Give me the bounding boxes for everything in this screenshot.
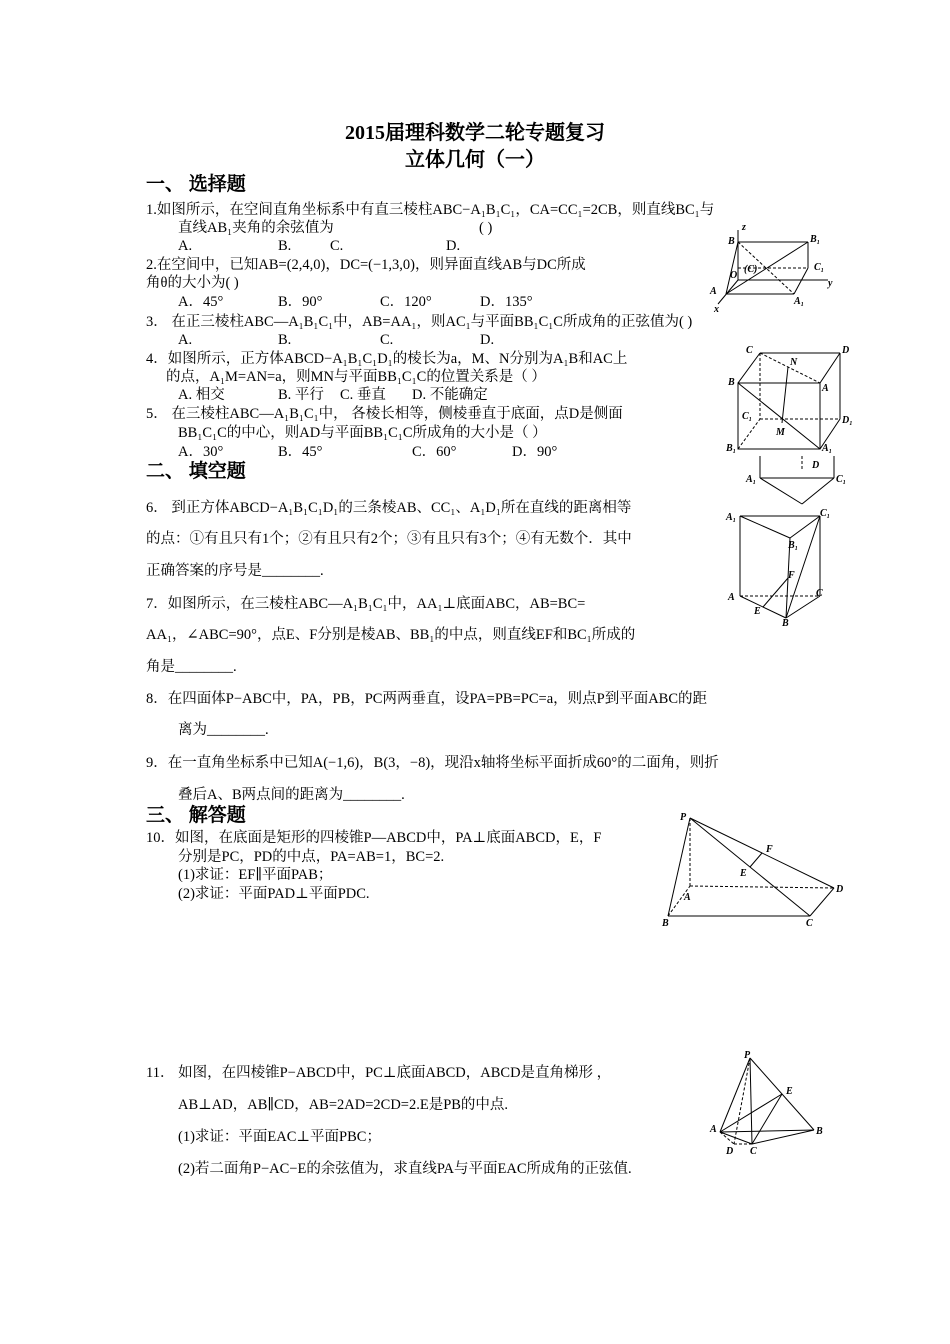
q10-text-line1: 10．如图，在底面是矩形的四棱锥P—ABCD中，PA⊥底面ABCD，E，F xyxy=(146,830,602,846)
q1-option-d: D. xyxy=(446,238,461,254)
fig2-label: A₁ xyxy=(822,443,833,454)
fig1-label: A₁ xyxy=(794,296,805,307)
fig2-label: D₁ xyxy=(842,415,853,426)
fig1-label: (C) xyxy=(744,264,758,275)
fig5-label: C xyxy=(806,918,813,929)
fig4-label: F xyxy=(788,570,795,581)
q2-option-b: B．90° xyxy=(278,294,323,310)
q9-text-line2: 叠后A、B两点间的距离为________. xyxy=(178,787,405,803)
fig4-label: A₁ xyxy=(726,512,737,523)
fig3-label: C₁ xyxy=(836,474,847,485)
q5-option-c: C．60° xyxy=(412,444,457,460)
fig3-label: D xyxy=(812,460,820,471)
fig1-label: B₁ xyxy=(810,234,821,245)
q3-option-b: B. xyxy=(278,332,292,348)
q10-text-line2: 分别是PC，PD的中点，PA=AB=1，BC=2. xyxy=(178,849,445,865)
q6-text-line2: 的点：①有且只有1个；②有且只有2个；③有且只有3个；④有无数个．其中 xyxy=(146,531,632,547)
q5-option-a: A．30° xyxy=(178,444,224,460)
fig6-label: C xyxy=(750,1146,757,1157)
figure-cube xyxy=(724,343,854,455)
fig4-label: E xyxy=(754,606,761,617)
fig1-label: B xyxy=(728,236,735,247)
q5-text-line1: 5． 在三棱柱ABC—A₁B₁C₁中， 各棱长相等，侧棱垂直于底面，点D是侧面 xyxy=(146,406,623,422)
fig1-label: x xyxy=(714,304,719,315)
fig5-label: B xyxy=(662,918,669,929)
fig6-label: D xyxy=(726,1146,734,1157)
q5-text-line2: BB₁C₁C的中心，则AD与平面BB₁C₁C所成角的大小是（ ） xyxy=(178,425,547,441)
q10-text-line3: (1)求证：EF∥平面PAB； xyxy=(178,867,333,883)
page-subtitle: 立体几何（一） xyxy=(405,149,545,171)
q1-option-c: C. xyxy=(330,238,344,254)
q2-option-c: C．120° xyxy=(380,294,432,310)
q5-option-d: D．90° xyxy=(512,444,558,460)
fig6-label: A xyxy=(710,1124,717,1135)
figure-pyramid-q10 xyxy=(660,810,850,930)
q3-option-a: A. xyxy=(178,332,193,348)
q6-text-line3: 正确答案的序号是________. xyxy=(146,563,324,579)
fig1-label: O xyxy=(730,270,738,281)
fig6-label: E xyxy=(786,1086,793,1097)
fig1-label: z xyxy=(742,222,746,233)
q3-text-line1: 3． 在正三棱柱ABC—A₁B₁C₁中，AB=AA₁，则AC₁与平面BB₁C₁C所成角的正弦值为( ) xyxy=(146,314,693,330)
q2-option-a: A．45° xyxy=(178,294,224,310)
fig2-label: D xyxy=(842,345,850,356)
q1-answer-paren: ( ) xyxy=(479,220,493,236)
q2-text-line1: 2.在空间中，已知AB=(2,4,0)，DC=(−1,3,0)，则异面直线AB与DC所成 xyxy=(146,257,586,273)
q3-option-c: C. xyxy=(380,332,394,348)
fig3-label: A₁ xyxy=(746,474,757,485)
q8-text-line2: 离为________. xyxy=(178,722,269,738)
q11-text-line4: (2)若二面角P−AC−E的余弦值为，求直线PA与平面EAC所成角的正弦值. xyxy=(178,1161,632,1177)
q6-text-line1: 6． 到正方体ABCD−A₁B₁C₁D₁的三条棱AB、CC₁、A₁D₁所在直线的距离相等 xyxy=(146,500,632,516)
q7-text-line2: AA₁，∠ABC=90°，点E、F分别是棱AB、BB₁的中点，则直线EF和BC₁所成的 xyxy=(146,627,636,643)
fig2-label: B xyxy=(728,377,735,388)
section-choice-heading: 一、 选择题 xyxy=(146,174,246,195)
fig5-label: A xyxy=(684,892,691,903)
fig5-label: F xyxy=(766,844,773,855)
q5-option-b: B．45° xyxy=(278,444,323,460)
fig6-label: B xyxy=(816,1126,823,1137)
section-fill-heading: 二、 填空题 xyxy=(146,461,246,482)
fig1-label: y xyxy=(828,278,833,289)
q2-option-d: D．135° xyxy=(480,294,533,310)
fig4-label: B xyxy=(782,618,789,629)
q4-option-c: C. 垂直 xyxy=(340,387,386,403)
q1-option-a: A. xyxy=(178,238,193,254)
q4-option-a: A. 相交 xyxy=(178,387,225,403)
q4-text-line2: 的点，A₁M=AN=a，则MN与平面BB₁C₁C的位置关系是（ ） xyxy=(166,369,546,385)
q9-text-line1: 9．在一直角坐标系中已知A(−1,6)，B(3，−8)，现沿x轴将坐标平面折成60°的二面角，则折 xyxy=(146,755,719,771)
q11-text-line2: AB⊥AD，AB∥CD，AB=2AD=2CD=2.E是PB的中点. xyxy=(178,1097,509,1113)
fig4-label: C xyxy=(816,588,823,599)
q1-text-line2: 直线AB₁夹角的余弦值为 xyxy=(178,220,334,236)
fig2-label: N xyxy=(790,357,798,368)
q4-text-line1: 4．如图所示，正方体ABCD−A₁B₁C₁D₁的棱长为a，M、N分别为A₁B和AC上 xyxy=(146,351,628,367)
fig4-label: B₁ xyxy=(788,540,799,551)
figure-prism-coordinate xyxy=(700,222,840,314)
figure-prism-base xyxy=(742,452,854,510)
fig1-label: A xyxy=(710,286,717,297)
fig4-label: C₁ xyxy=(820,508,831,519)
fig2-label: C xyxy=(746,345,753,356)
fig1-label: C₁ xyxy=(814,262,825,273)
q2-text-line2: 角θ的大小为( ) xyxy=(146,275,239,291)
page-title: 2015届理科数学二轮专题复习 xyxy=(345,122,605,144)
q4-option-b: B. 平行 xyxy=(278,387,324,403)
fig5-label: P xyxy=(680,812,687,823)
fig5-label: D xyxy=(836,884,844,895)
q7-text-line3: 角是________. xyxy=(146,659,237,675)
fig4-label: A xyxy=(728,592,735,603)
q11-text-line1: 11． 如图，在四棱锥P−ABCD中，PC⊥底面ABCD，ABCD是直角梯形 ， xyxy=(146,1065,612,1081)
q1-text-line1: 1.如图所示，在空间直角坐标系中有直三棱柱ABC−A₁B₁C₁，CA=CC₁=2CB，则直线BC₁与 xyxy=(146,202,715,218)
fig5-label: E xyxy=(740,868,747,879)
figure-pyramid-q11 xyxy=(700,1052,830,1156)
q3-option-d: D. xyxy=(480,332,495,348)
fig2-label: B₁ xyxy=(726,443,737,454)
q1-option-b: B. xyxy=(278,238,292,254)
figure-prism-ef xyxy=(724,504,834,629)
q7-text-line1: 7．如图所示，在三棱柱ABC—A₁B₁C₁中，AA₁⊥底面ABC，AB=BC= xyxy=(146,596,586,612)
q10-text-line4: (2)求证：平面PAD⊥平面PDC. xyxy=(178,886,370,902)
fig2-label: A xyxy=(822,383,829,394)
fig2-label: M xyxy=(776,427,785,438)
q11-text-line3: (1)求证：平面EAC⊥平面PBC； xyxy=(178,1129,381,1145)
section-answer-heading: 三、 解答题 xyxy=(146,805,246,826)
fig2-label: C₁ xyxy=(742,411,753,422)
fig6-label: P xyxy=(744,1050,751,1061)
q8-text-line1: 8．在四面体P−ABC中，PA，PB，PC两两垂直，设PA=PB=PC=a，则点P到平面ABC的距 xyxy=(146,691,708,707)
q4-option-d: D. 不能确定 xyxy=(412,387,488,403)
